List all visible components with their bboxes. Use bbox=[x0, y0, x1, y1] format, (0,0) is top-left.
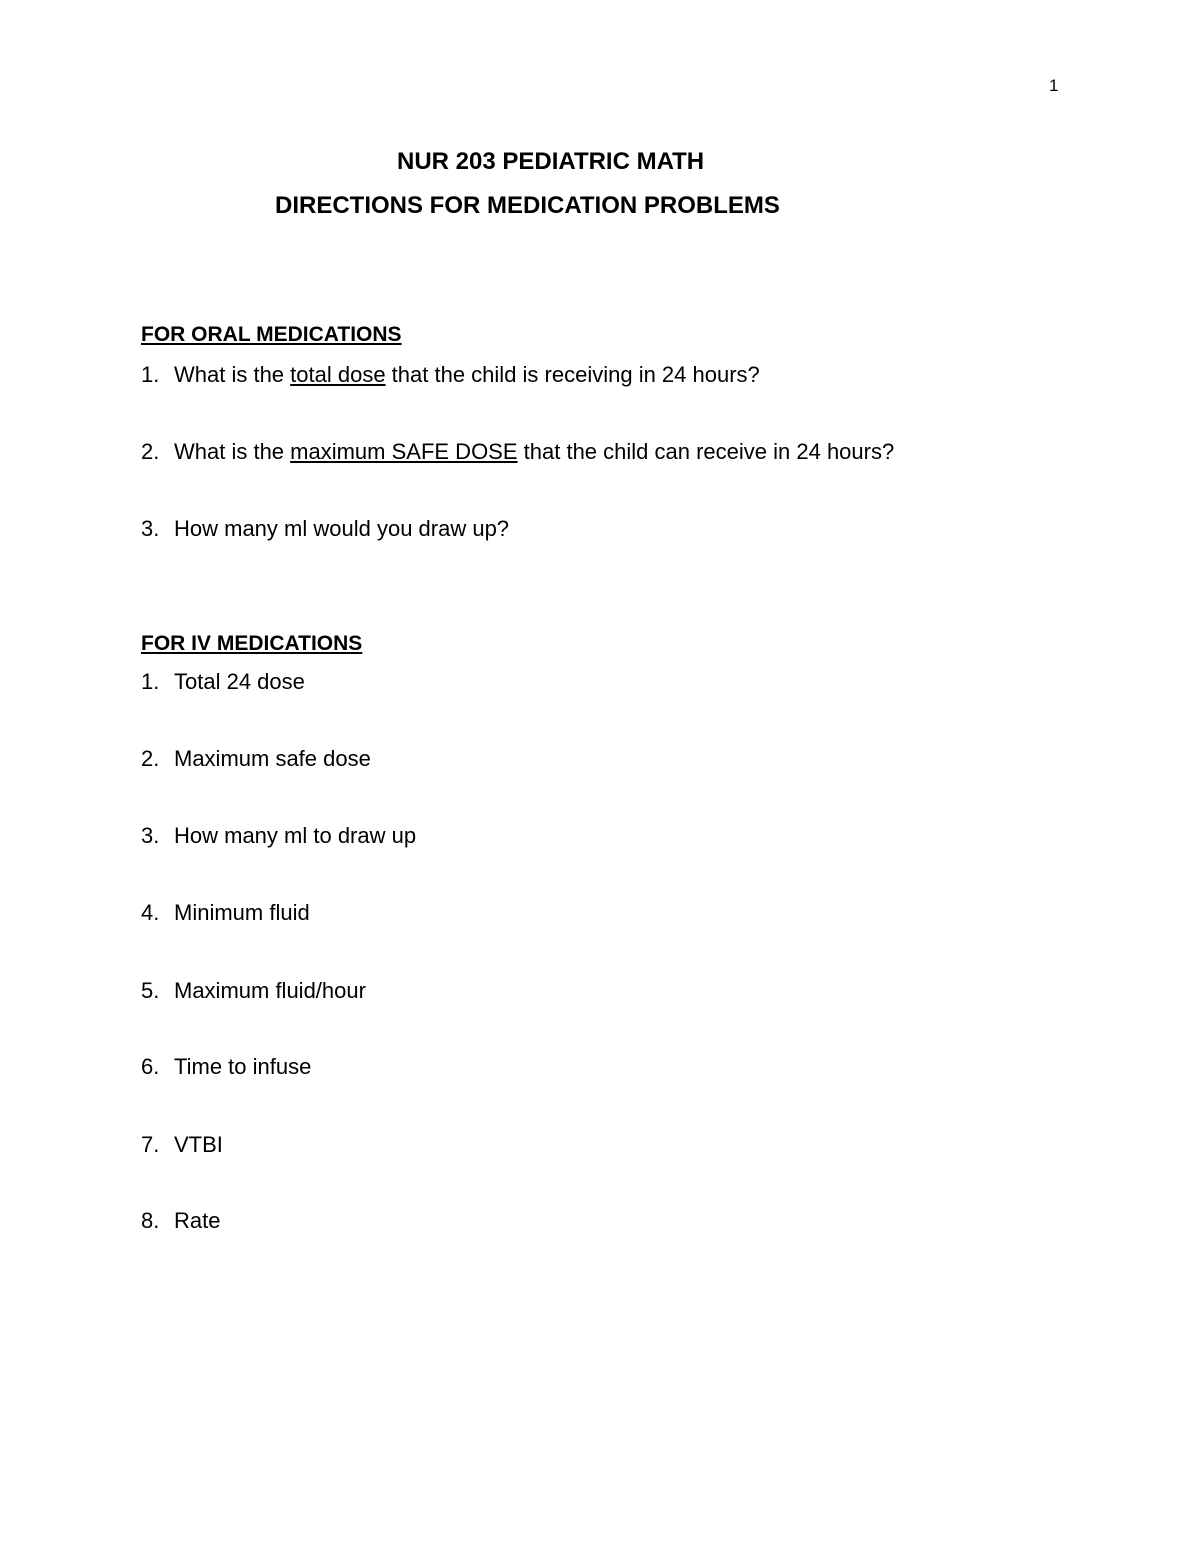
iv-item-3-number: 3. bbox=[141, 823, 160, 848]
oral-item-3 bbox=[141, 515, 509, 543]
iv-item-8 bbox=[141, 1207, 220, 1235]
oral-item-1-number: 1. bbox=[141, 362, 160, 387]
oral-item-2-text-after: that the child can receive in 24 hours? bbox=[517, 439, 895, 464]
iv-item-7 bbox=[141, 1131, 223, 1159]
oral-item-1 bbox=[141, 361, 760, 389]
iv-item-4 bbox=[141, 899, 310, 927]
oral-item-2-emphasis: maximum SAFE DOSE bbox=[290, 439, 518, 464]
iv-item-2-text: Maximum safe dose bbox=[174, 746, 371, 771]
iv-item-3 bbox=[141, 822, 416, 850]
oral-item-3-number: 3. bbox=[141, 516, 160, 541]
iv-item-1-text: Total 24 dose bbox=[174, 669, 305, 694]
iv-item-8-number: 8. bbox=[141, 1208, 160, 1233]
iv-item-5 bbox=[141, 977, 366, 1005]
iv-medications-heading: FOR IV MEDICATIONS bbox=[141, 632, 363, 655]
iv-item-7-text: VTBI bbox=[174, 1132, 223, 1157]
oral-item-2-text-before: What is the bbox=[174, 439, 291, 464]
iv-item-5-text: Maximum fluid/hour bbox=[174, 978, 366, 1003]
iv-item-4-number: 4. bbox=[141, 900, 160, 925]
iv-item-2-number: 2. bbox=[141, 746, 160, 771]
iv-item-1 bbox=[141, 668, 305, 696]
iv-item-2 bbox=[141, 745, 371, 773]
document-subtitle: DIRECTIONS FOR MEDICATION PROBLEMS bbox=[275, 192, 780, 219]
oral-item-1-text-after: that the child is receiving in 24 hours? bbox=[385, 362, 760, 387]
iv-item-6-text: Time to infuse bbox=[174, 1054, 312, 1079]
iv-item-1-number: 1. bbox=[141, 669, 160, 694]
iv-item-6-number: 6. bbox=[141, 1054, 160, 1079]
oral-item-1-text-before: What is the bbox=[174, 362, 291, 387]
oral-item-2 bbox=[141, 438, 894, 466]
oral-item-2-number: 2. bbox=[141, 439, 160, 464]
iv-item-5-number: 5. bbox=[141, 978, 160, 1003]
iv-item-4-text: Minimum fluid bbox=[174, 900, 310, 925]
oral-item-3-text: How many ml would you draw up? bbox=[174, 516, 510, 541]
iv-item-3-text: How many ml to draw up bbox=[174, 823, 417, 848]
oral-medications-heading: FOR ORAL MEDICATIONS bbox=[141, 323, 402, 346]
oral-item-1-emphasis: total dose bbox=[290, 362, 386, 387]
page-number: 1 bbox=[1049, 76, 1059, 95]
iv-item-6 bbox=[141, 1053, 311, 1081]
document-title: NUR 203 PEDIATRIC MATH bbox=[397, 148, 705, 175]
iv-item-8-text: Rate bbox=[174, 1208, 221, 1233]
iv-item-7-number: 7. bbox=[141, 1132, 160, 1157]
